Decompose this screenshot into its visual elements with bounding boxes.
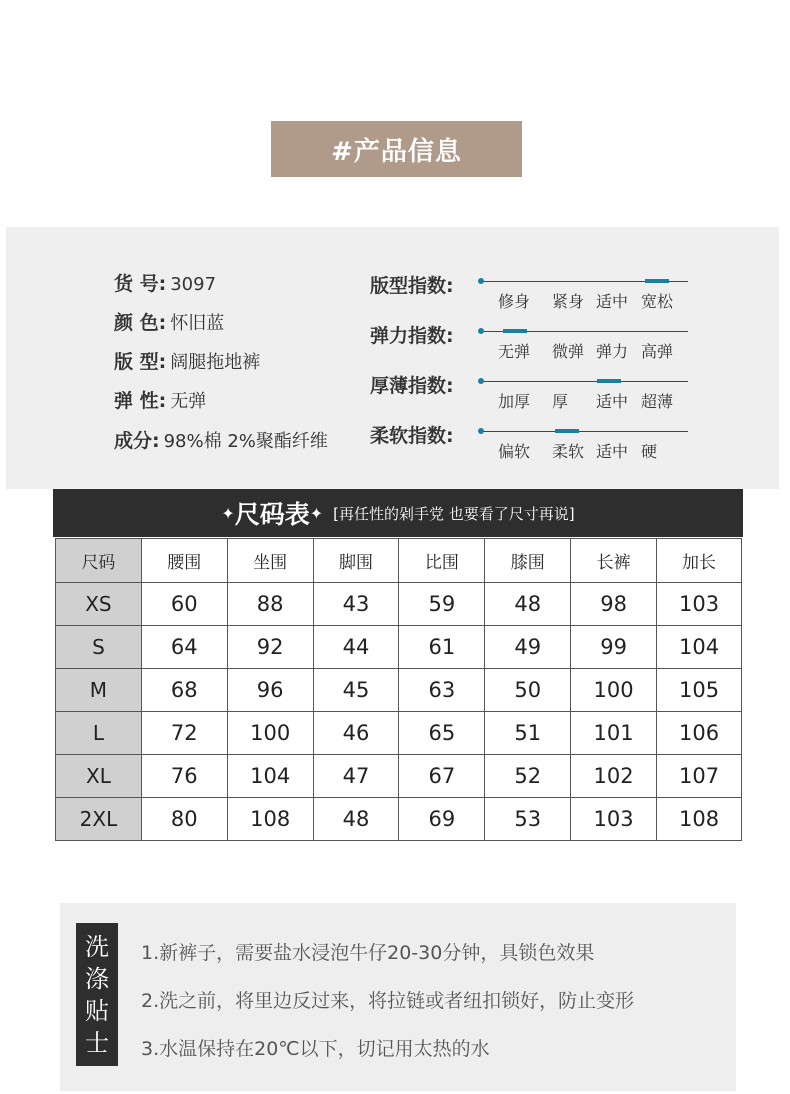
column-header: 坐围 — [227, 539, 313, 583]
tag-char: 士 — [85, 1028, 109, 1057]
scale-start-dot — [478, 378, 484, 384]
measurement-cell: 48 — [313, 798, 399, 841]
size-cell: XL — [56, 755, 142, 798]
size-cell: L — [56, 712, 142, 755]
color-value: 怀旧蓝 — [170, 313, 225, 334]
measurement-cell: 103 — [657, 583, 742, 626]
index-scale-line — [481, 431, 688, 432]
measurement-cell: 88 — [227, 583, 313, 626]
measurement-cell: 72 — [141, 712, 227, 755]
table-row — [56, 755, 742, 798]
index-option: 柔软 — [552, 442, 585, 461]
washing-tip-2: 2.洗之前，将里边反过来，将拉链或者纽扣锁好，防止变形 — [141, 990, 635, 1012]
sparkle-icon: ✦ — [309, 503, 324, 523]
measurement-cell: 68 — [141, 669, 227, 712]
scale-start-dot — [478, 428, 484, 434]
measurement-cell: 99 — [571, 626, 657, 669]
sparkle-icon: ✦ — [221, 503, 235, 523]
index-scale-line — [481, 281, 688, 282]
index-option: 硬 — [641, 442, 658, 461]
washing-tip-1: 1.新裤子，需要盐水浸泡牛仔20-30分钟，具锁色效果 — [141, 942, 595, 964]
size-table-header — [53, 489, 743, 537]
table-row — [56, 798, 742, 841]
measurement-cell: 49 — [485, 626, 571, 669]
measurement-cell: 100 — [227, 712, 313, 755]
measurement-cell: 53 — [485, 798, 571, 841]
table-row — [56, 669, 742, 712]
tag-char: 贴 — [85, 996, 109, 1025]
index-label: 柔软指数: — [370, 425, 454, 447]
stretch-label: 弹 性: — [114, 390, 167, 412]
measurement-cell: 108 — [657, 798, 742, 841]
table-row — [56, 626, 742, 669]
index-scale-line — [481, 381, 688, 382]
column-header: 加长 — [657, 539, 742, 583]
size-table-subtitle: [再任性的剁手党 也要看了尺寸再说] — [333, 504, 575, 523]
size-cell: 2XL — [56, 798, 142, 841]
measurement-cell: 47 — [313, 755, 399, 798]
size-cell: XS — [56, 583, 142, 626]
stretch-row — [114, 386, 206, 413]
measurement-cell: 104 — [657, 626, 742, 669]
measurement-cell: 108 — [227, 798, 313, 841]
measurement-cell: 80 — [141, 798, 227, 841]
index-option: 微弹 — [552, 342, 585, 361]
measurement-cell: 44 — [313, 626, 399, 669]
measurement-cell: 63 — [399, 669, 485, 712]
index-option: 弹力 — [596, 342, 629, 361]
material-label: 成分: — [114, 430, 160, 452]
item-code-value: 3097 — [170, 274, 217, 295]
index-label: 弹力指数: — [370, 325, 454, 347]
column-header: 长裤 — [571, 539, 657, 583]
color-label: 颜 色: — [114, 312, 167, 334]
washing-tips-tag — [76, 923, 118, 1066]
size-table-header-row — [56, 539, 742, 583]
measurement-cell: 46 — [313, 712, 399, 755]
index-label: 版型指数: — [370, 275, 454, 297]
fit-row — [114, 347, 260, 374]
stretch-value: 无弹 — [170, 391, 207, 412]
table-row — [56, 712, 742, 755]
index-option: 宽松 — [641, 292, 674, 311]
size-table — [55, 538, 742, 841]
measurement-cell: 105 — [657, 669, 742, 712]
measurement-cell: 50 — [485, 669, 571, 712]
measurement-cell: 64 — [141, 626, 227, 669]
measurement-cell: 45 — [313, 669, 399, 712]
measurement-cell: 100 — [571, 669, 657, 712]
product-info-title: #产品信息 — [271, 121, 522, 177]
index-label: 厚薄指数: — [370, 375, 454, 397]
measurement-cell: 76 — [141, 755, 227, 798]
fit-value: 阔腿拖地裤 — [170, 352, 261, 373]
size-cell: M — [56, 669, 142, 712]
measurement-cell: 61 — [399, 626, 485, 669]
column-header: 腰围 — [141, 539, 227, 583]
measurement-cell: 48 — [485, 583, 571, 626]
measurement-cell: 104 — [227, 755, 313, 798]
measurement-cell: 69 — [399, 798, 485, 841]
column-header: 脚围 — [313, 539, 399, 583]
index-option: 超薄 — [641, 392, 674, 411]
index-option: 适中 — [596, 392, 629, 411]
scale-selected-marker — [503, 329, 527, 333]
index-scale-line — [481, 331, 688, 332]
measurement-cell: 52 — [485, 755, 571, 798]
measurement-cell: 43 — [313, 583, 399, 626]
measurement-cell: 101 — [571, 712, 657, 755]
measurement-cell: 96 — [227, 669, 313, 712]
washing-tip-3: 3.水温保持在20℃以下，切记用太热的水 — [141, 1038, 490, 1060]
scale-selected-marker — [597, 379, 621, 383]
measurement-cell: 98 — [571, 583, 657, 626]
measurement-cell: 103 — [571, 798, 657, 841]
index-option: 修身 — [498, 292, 531, 311]
measurement-cell: 67 — [399, 755, 485, 798]
measurement-cell: 59 — [399, 583, 485, 626]
measurement-cell: 60 — [141, 583, 227, 626]
index-option: 加厚 — [498, 392, 531, 411]
scale-selected-marker — [645, 279, 669, 283]
size-cell: S — [56, 626, 142, 669]
washing-tips-panel — [60, 903, 736, 1091]
measurement-cell: 102 — [571, 755, 657, 798]
column-header: 膝围 — [485, 539, 571, 583]
scale-start-dot — [478, 278, 484, 284]
index-option: 厚 — [552, 392, 569, 411]
item-code-label: 货 号: — [114, 273, 167, 295]
column-header: 比围 — [399, 539, 485, 583]
index-option: 无弹 — [498, 342, 531, 361]
table-row — [56, 583, 742, 626]
size-table-title: 尺码表 — [234, 500, 310, 529]
fit-label: 版 型: — [114, 351, 167, 373]
product-info-panel — [6, 227, 779, 489]
tag-char: 涤 — [85, 964, 109, 993]
measurement-cell: 65 — [399, 712, 485, 755]
measurement-cell: 51 — [485, 712, 571, 755]
scale-selected-marker — [555, 429, 579, 433]
index-option: 适中 — [596, 292, 629, 311]
material-value: 98%棉 2%聚酯纤维 — [163, 431, 328, 452]
measurement-cell: 92 — [227, 626, 313, 669]
scale-start-dot — [478, 328, 484, 334]
index-option: 偏软 — [498, 442, 531, 461]
index-option: 适中 — [596, 442, 629, 461]
color-row — [114, 308, 224, 335]
index-option: 高弹 — [641, 342, 674, 361]
column-header: 尺码 — [56, 539, 142, 583]
measurement-cell: 106 — [657, 712, 742, 755]
item-code-row — [114, 269, 216, 296]
measurement-cell: 107 — [657, 755, 742, 798]
index-option: 紧身 — [552, 292, 585, 311]
material-row — [114, 426, 328, 453]
tag-char: 洗 — [85, 932, 109, 961]
